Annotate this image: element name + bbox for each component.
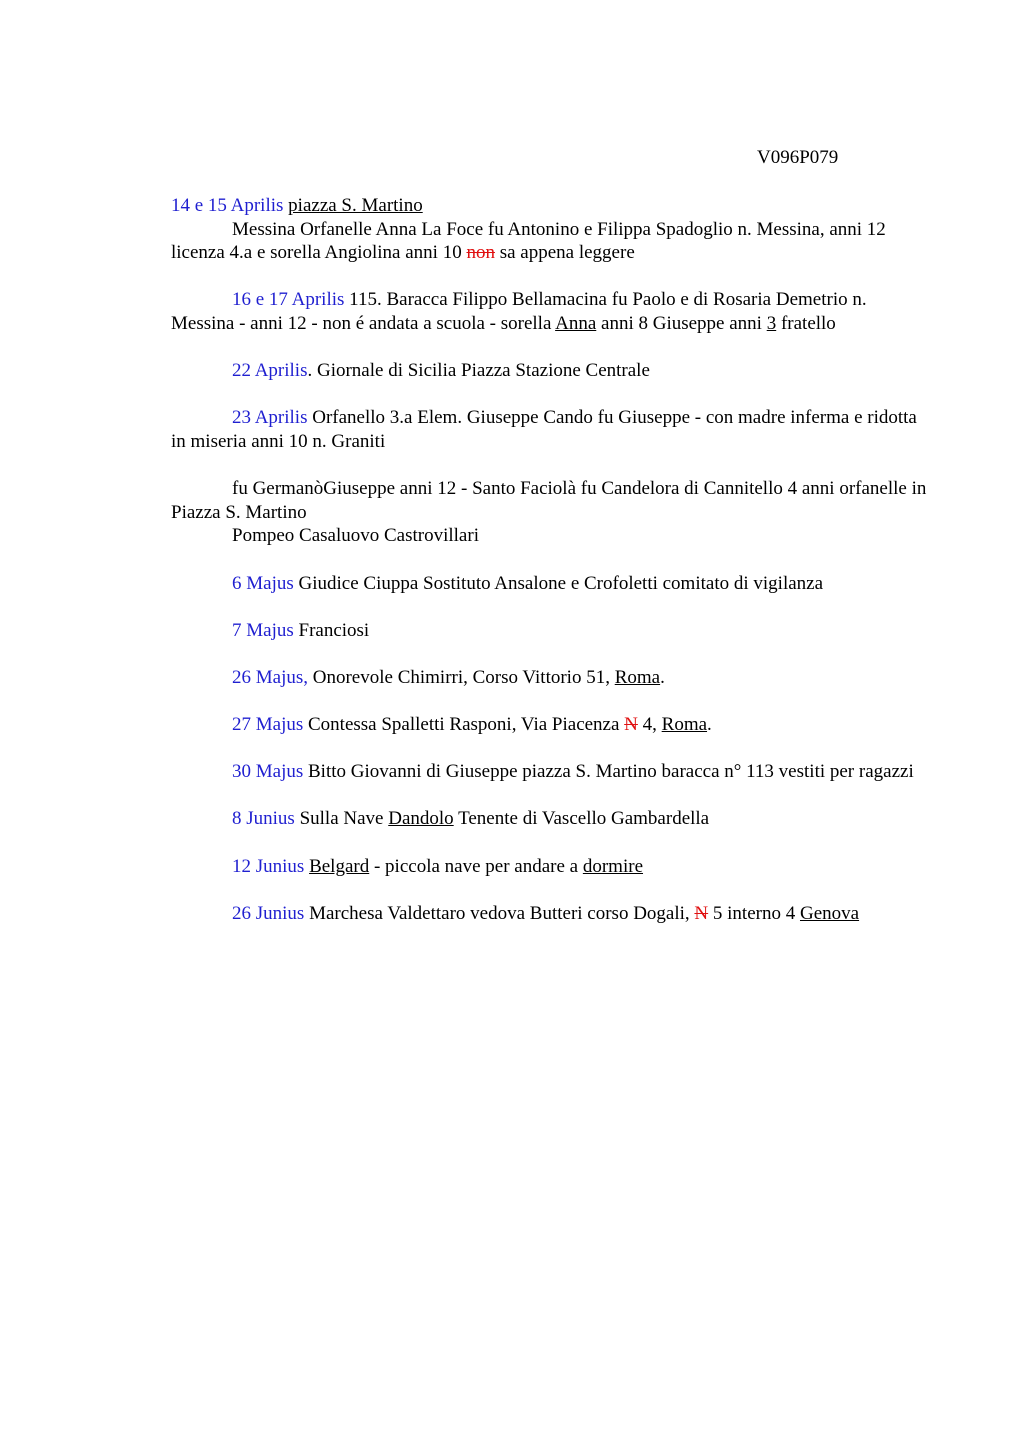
entry-body: Sulla Nave bbox=[299, 808, 384, 830]
entry-date: 23 Aprilis bbox=[232, 407, 308, 429]
entry-text bbox=[171, 477, 928, 524]
entry-text bbox=[171, 218, 928, 265]
entry-body: fu GermanòGiuseppe anni 12 - Santo Faciolà fu Candelora di Cannitello 4 anni orfanelle in Piazza S. Martino bbox=[171, 478, 927, 523]
entry-text bbox=[171, 666, 928, 690]
entry-text bbox=[171, 572, 928, 596]
underlined-word: Dandolo bbox=[388, 808, 454, 830]
underlined-word: Belgard bbox=[309, 855, 370, 877]
entry-body: Bitto Giovanni di Giuseppe piazza S. Martino baracca n° 113 vestiti per ragazzi bbox=[308, 761, 914, 783]
entry-date: 12 Junius bbox=[232, 855, 305, 877]
entry-body: 115. Baracca Filippo Bellamacina fu Paolo e di Rosaria Demetrio n. Messina - anni 12 - non é andata a scuola - sorella bbox=[171, 289, 867, 334]
entry-text bbox=[171, 288, 928, 335]
entry-text bbox=[171, 619, 928, 643]
entry-date: 22 Aprilis bbox=[232, 360, 308, 382]
entry-body: Franciosi bbox=[298, 619, 370, 641]
entry-date: 27 Majus bbox=[232, 714, 304, 736]
underlined-word: 3 bbox=[766, 312, 777, 334]
entry-body: 4, bbox=[642, 714, 657, 736]
diary-entries bbox=[171, 194, 928, 949]
entry-end: . bbox=[707, 714, 712, 736]
deleted-word: non bbox=[466, 242, 495, 264]
entry-body: - piccola nave per andare a bbox=[373, 855, 579, 877]
underlined-word: Anna bbox=[555, 312, 597, 334]
entry-text bbox=[171, 760, 928, 784]
entry-body: . Giornale di Sicilia Piazza Stazione Centrale bbox=[307, 360, 650, 382]
underlined-word: Genova bbox=[799, 902, 860, 924]
entry-text bbox=[171, 359, 928, 383]
entry-heading bbox=[171, 194, 928, 218]
entry-date: 7 Majus bbox=[232, 619, 294, 641]
entry-body: Messina Orfanelle Anna La Foce fu Antonino e Filippa Spadoglio n. Messina, anni 12 licenza 4.a e sorella Angiolina anni 10 bbox=[171, 218, 886, 264]
entry-text bbox=[171, 524, 928, 548]
deleted-word: N bbox=[694, 902, 709, 924]
underlined-word: Roma bbox=[661, 714, 708, 736]
deleted-word: N bbox=[624, 714, 638, 736]
entry-body: Onorevole Chimirri, Corso Vittorio 51, bbox=[312, 666, 610, 688]
entry-date: 8 Junius bbox=[232, 808, 295, 830]
entry-text bbox=[171, 855, 928, 879]
entry-body: 5 interno 4 bbox=[712, 902, 796, 924]
entry-body: Contessa Spalletti Rasponi, Via Piacenza bbox=[308, 714, 620, 736]
entry-date: 30 Majus bbox=[232, 761, 304, 783]
entry-place: piazza S. Martino bbox=[288, 195, 423, 216]
underlined-word: dormire bbox=[582, 855, 644, 877]
entry-text bbox=[171, 807, 928, 831]
entry-date: 14 e 15 Aprilis bbox=[171, 195, 284, 216]
entry-body: anni 8 Giuseppe anni bbox=[601, 312, 762, 334]
entry-body: Tenente di Vascello Gambardella bbox=[458, 808, 710, 830]
entry-date: 16 e 17 Aprilis bbox=[232, 289, 345, 311]
entry-text bbox=[171, 902, 928, 926]
entry-end: . bbox=[660, 666, 665, 688]
entry-body: Giudice Ciuppa Sostituto Ansalone e Crofoletti comitato di vigilanza bbox=[298, 572, 824, 594]
entry-date: 26 Junius bbox=[232, 902, 305, 924]
page-identifier: V096P079 bbox=[757, 147, 839, 168]
entry-text bbox=[171, 713, 928, 737]
entry-date: 6 Majus bbox=[232, 572, 294, 594]
entry-body: Marchesa Valdettaro vedova Butteri corso Dogali, bbox=[309, 902, 690, 924]
entry-body-tail: sa appena leggere bbox=[499, 242, 635, 264]
entry-text bbox=[171, 406, 928, 453]
entry-body: fratello bbox=[780, 312, 836, 334]
entry-body: Orfanello 3.a Elem. Giuseppe Cando fu Giuseppe - con madre inferma e ridotta in miseria anni 10 n. Graniti bbox=[171, 407, 917, 452]
underlined-word: Roma bbox=[614, 666, 661, 688]
entry-body: Pompeo Casaluovo Castrovillari bbox=[232, 525, 479, 547]
entry-date: 26 Majus, bbox=[232, 666, 308, 688]
